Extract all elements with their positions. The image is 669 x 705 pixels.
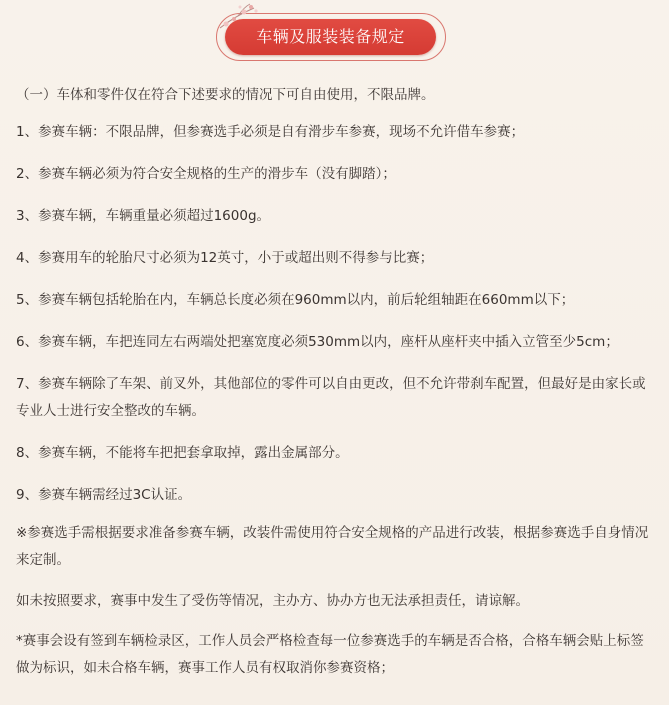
intro-text: （一）车体和零件仅在符合下述要求的情况下可自由使用，不限品牌。 [16,87,435,103]
blossom-decoration-icon [218,2,268,32]
rule-item-5: 5、参赛车辆包括轮胎在内，车辆总长度必须在960mm以内，前后轮组轴距在660mm以下； [16,292,575,308]
rule-item-8: 8、参赛车辆，不能将车把把套拿取掉，露出金属部分。 [16,445,349,461]
rule-item-4: 4、参赛用车的轮胎尺寸必须为12英寸，小于或超出则不得参与比赛； [16,250,434,266]
note-liability: 如未按照要求，赛事中发生了受伤等情况，主办方、协办方也无法承担责任，请谅解。 [16,593,529,609]
rule-item-9: 9、参赛车辆需经过3C认证。 [16,487,192,503]
rules-content [16,82,656,682]
rule-item-7: 7、参赛车辆除了车架、前叉外，其他部位的零件可以自由更改，但不允许带刹车配置，但最好是由家长或专业人士进行安全整改的车辆。 [16,376,646,419]
rule-item-2: 2、参赛车辆必须为符合安全规格的生产的滑步车（没有脚踏）； [16,166,396,182]
note-customize: ※参赛选手需根据要求准备参赛车辆，改装件需使用符合安全规格的产品进行改装，根据参赛选手自身情况来定制。 [16,525,649,568]
rule-item-1: 1、参赛车辆：不限品牌，但参赛选手必须是自有滑步车参赛，现场不允许借车参赛； [16,124,525,140]
rule-item-3: 3、参赛车辆，车辆重量必须超过1600g。 [16,208,271,224]
note-inspection: *赛事会设有签到车辆检录区，工作人员会严格检查每一位参赛选手的车辆是否合格，合格车辆会贴上标签做为标识，如未合格车辆，赛事工作人员有权取消你参赛资格； [16,633,644,676]
rule-item-6: 6、参赛车辆，车把连同左右两端处把塞宽度必须530mm以内，座杆从座杆夹中插入立管至少5cm； [16,334,619,350]
page-title: 车辆及服装装备规定 [256,27,405,46]
